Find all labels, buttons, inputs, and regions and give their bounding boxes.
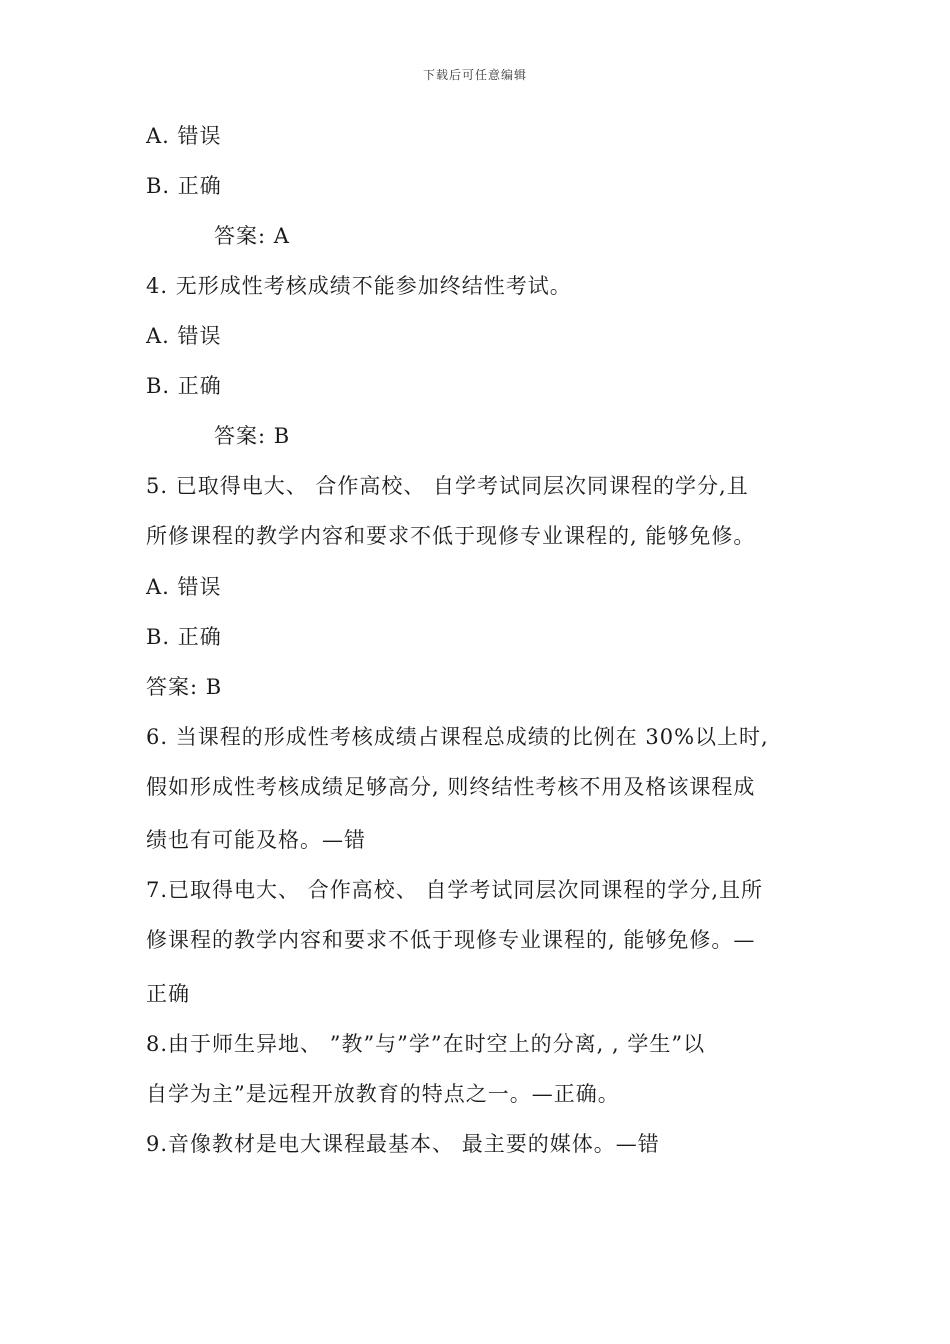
question-5-line-2: 所修课程的教学内容和要求不低于现修专业课程的, 能够免修。 (146, 524, 756, 548)
question-4: 4. 无形成性考核成绩不能参加终结性考试。 (146, 274, 572, 298)
option-b: B. 正确 (146, 174, 222, 198)
option-b: B. 正确 (146, 625, 222, 649)
question-5-line-1: 5. 已取得电大、 合作高校、 自学考试同层次同课程的学分,且 (146, 474, 749, 498)
answer-line: 答案: A (214, 224, 290, 248)
question-8-line-1: 8.由于师生异地、 ”教”与”学”在时空上的分离, , 学生”以 (146, 1032, 706, 1056)
option-a: A. 错误 (146, 575, 222, 599)
answer-line: 答案: B (146, 675, 223, 699)
question-8-line-2: 自学为主”是远程开放教育的特点之一。—正确。 (146, 1082, 620, 1106)
question-7-line-3: 正确 (146, 982, 190, 1006)
header-note: 下载后可任意编辑 (422, 68, 527, 82)
option-b: B. 正确 (146, 374, 222, 398)
answer-line: 答案: B (214, 424, 291, 448)
question-7-line-2: 修课程的教学内容和要求不低于现修专业课程的, 能够免修。— (146, 928, 756, 952)
option-a: A. 错误 (146, 124, 222, 148)
question-7-line-1: 7.已取得电大、 合作高校、 自学考试同层次同课程的学分,且所 (146, 878, 764, 902)
question-6-line-3: 绩也有可能及格。—错 (146, 828, 366, 852)
option-a: A. 错误 (146, 324, 222, 348)
question-6-line-2: 假如形成性考核成绩足够高分, 则终结性考核不用及格该课程成 (146, 775, 756, 799)
question-9: 9.音像教材是电大课程最基本、 最主要的媒体。—错 (146, 1132, 660, 1156)
question-6-line-1: 6. 当课程的形成性考核成绩占课程总成绩的比例在 30%以上时, (146, 725, 769, 749)
